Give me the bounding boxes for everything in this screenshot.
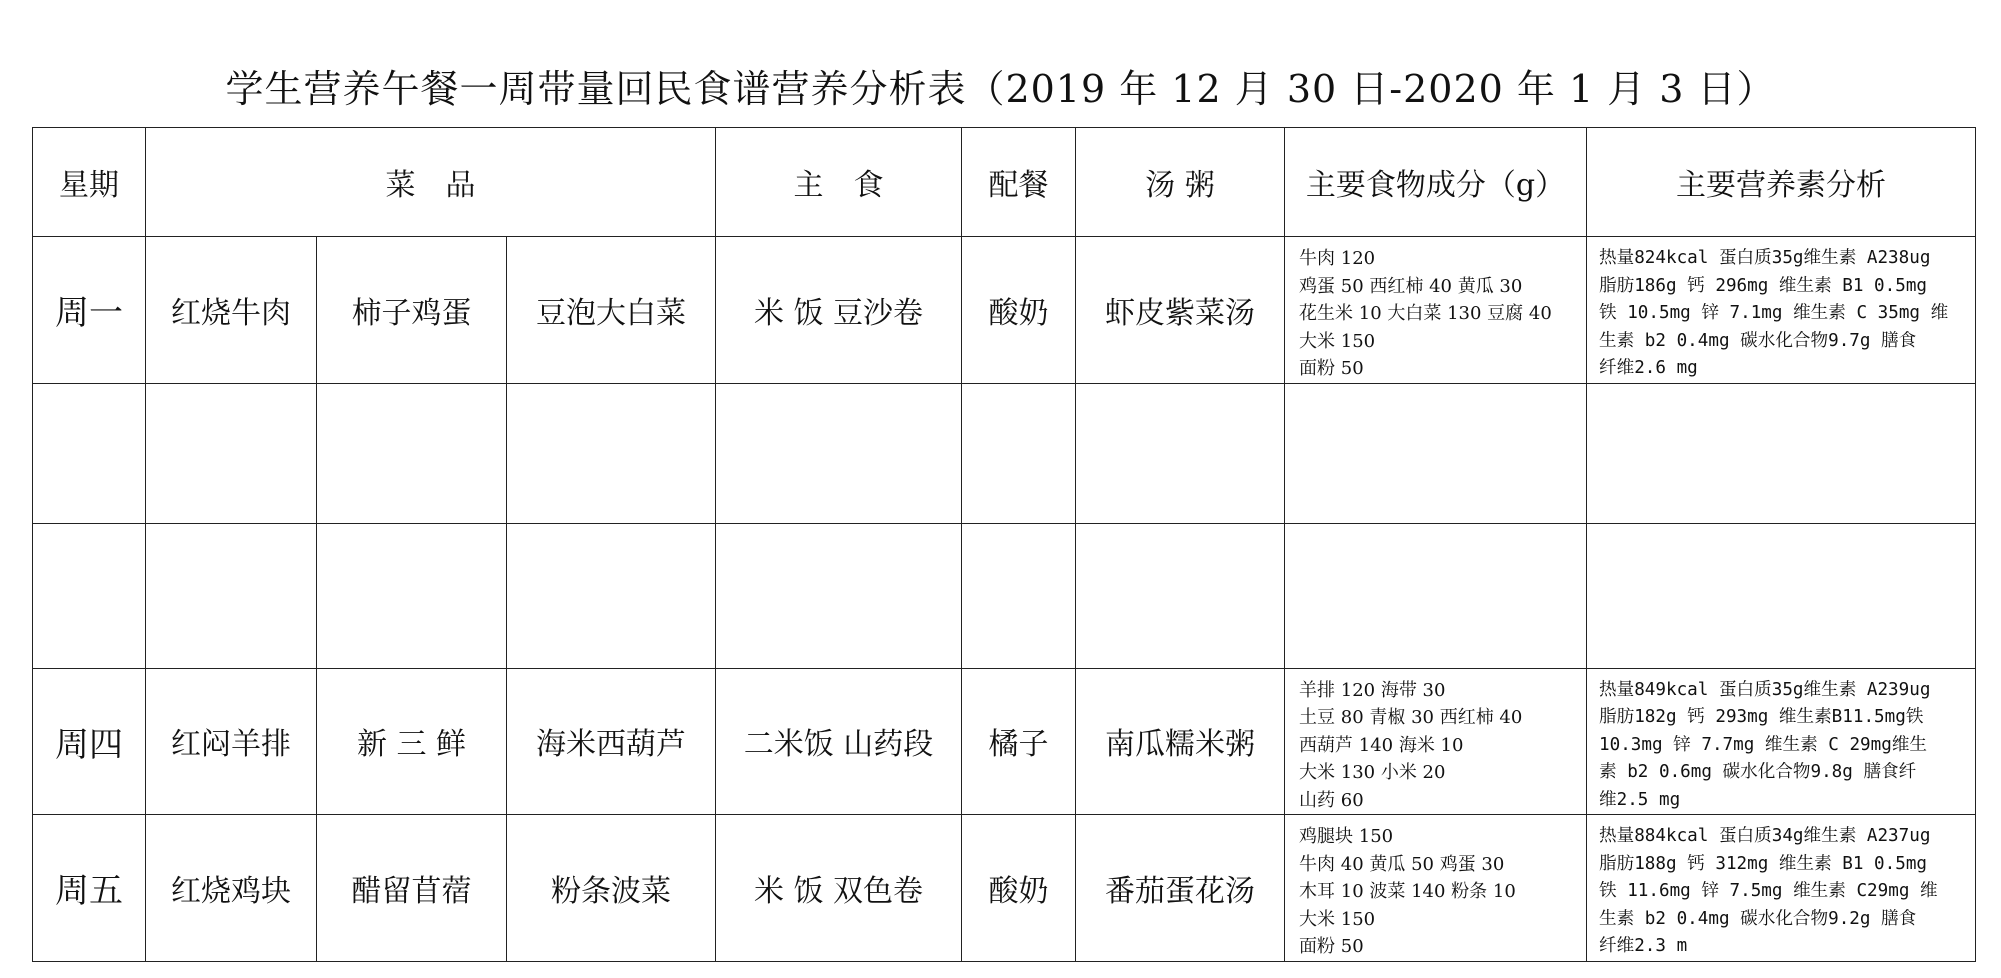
side-cell <box>962 523 1076 668</box>
day-cell <box>33 383 146 523</box>
side-cell <box>962 383 1076 523</box>
staple-cell: 米 饭 豆沙卷 <box>716 237 962 384</box>
dish-cell <box>146 523 317 668</box>
ingredients-cell <box>1285 383 1587 523</box>
dish-cell: 红闷羊排 <box>146 668 317 815</box>
header-nutrition: 主要营养素分析 <box>1587 128 1976 237</box>
header-dishes: 菜 品 <box>146 128 716 237</box>
dish-cell <box>507 523 716 668</box>
dish-cell: 醋留苜蓿 <box>317 815 507 962</box>
soup-cell <box>1076 523 1285 668</box>
page-title: 学生营养午餐一周带量回民食谱营养分析表（2019 年 12 月 30 日-2020 年 1 月 3 日） <box>225 67 1776 111</box>
dish-cell: 粉条波菜 <box>507 815 716 962</box>
nutrition-cell <box>1587 383 1976 523</box>
day-cell <box>33 523 146 668</box>
dish-cell <box>317 523 507 668</box>
dish-cell: 红烧鸡块 <box>146 815 317 962</box>
ingredients-cell <box>1285 523 1587 668</box>
header-row <box>33 128 1976 237</box>
dish-cell: 柿子鸡蛋 <box>317 237 507 384</box>
side-cell: 酸奶 <box>962 237 1076 384</box>
dish-cell: 红烧牛肉 <box>146 237 317 384</box>
nutrition-cell: 热量824kcal 蛋白质35g维生素 A238ug 脂肪186g 钙 296mg 维生素 B1 0.5mg 铁 10.5mg 锌 7.1mg 维生素 C 35mg 维 生素 b2 0.4mg 碳水化合物9.7g 膳食 纤维2.6 mg <box>1587 237 1976 384</box>
header-ingredients: 主要食物成分（g） <box>1285 128 1587 237</box>
ingredients-cell: 羊排 120 海带 30 土豆 80 青椒 30 西红柿 40 西葫芦 140 海米 10 大米 130 小米 20 山药 60 <box>1285 668 1587 815</box>
staple-cell <box>716 383 962 523</box>
header-side: 配餐 <box>962 128 1076 237</box>
dish-cell: 豆泡大白菜 <box>507 237 716 384</box>
staple-cell <box>716 523 962 668</box>
soup-cell: 虾皮紫菜汤 <box>1076 237 1285 384</box>
soup-cell: 南瓜糯米粥 <box>1076 668 1285 815</box>
nutrition-cell: 热量849kcal 蛋白质35g维生素 A239ug 脂肪182g 钙 293mg 维生素B11.5mg铁 10.3mg 锌 7.7mg 维生素 C 29mg维生 素 b2 0.6mg 碳水化合物9.8g 膳食纤 维2.5 mg <box>1587 668 1976 815</box>
dish-cell: 新 三 鲜 <box>317 668 507 815</box>
soup-cell <box>1076 383 1285 523</box>
ingredients-cell: 牛肉 120 鸡蛋 50 西红柿 40 黄瓜 30 花生米 10 大白菜 130 豆腐 40 大米 150 面粉 50 <box>1285 237 1587 384</box>
dish-cell <box>317 383 507 523</box>
day-cell: 周五 <box>33 815 146 962</box>
dish-cell: 海米西葫芦 <box>507 668 716 815</box>
dish-cell <box>146 383 317 523</box>
nutrition-table <box>32 127 1976 962</box>
dish-cell <box>507 383 716 523</box>
table-row <box>33 668 1976 815</box>
table-row <box>33 237 1976 384</box>
table-row <box>33 383 1976 523</box>
table-row <box>33 815 1976 962</box>
staple-cell: 米 饭 双色卷 <box>716 815 962 962</box>
nutrition-cell: 热量884kcal 蛋白质34g维生素 A237ug 脂肪188g 钙 312mg 维生素 B1 0.5mg 铁 11.6mg 锌 7.5mg 维生素 C29mg 维 生素 b2 0.4mg 碳水化合物9.2g 膳食 纤维2.3 m <box>1587 815 1976 962</box>
side-cell: 酸奶 <box>962 815 1076 962</box>
side-cell: 橘子 <box>962 668 1076 815</box>
header-soup: 汤 粥 <box>1076 128 1285 237</box>
table-row <box>33 523 1976 668</box>
ingredients-cell: 鸡腿块 150 牛肉 40 黄瓜 50 鸡蛋 30 木耳 10 波菜 140 粉条 10 大米 150 面粉 50 <box>1285 815 1587 962</box>
header-staple: 主 食 <box>716 128 962 237</box>
soup-cell: 番茄蛋花汤 <box>1076 815 1285 962</box>
staple-cell: 二米饭 山药段 <box>716 668 962 815</box>
day-cell: 周一 <box>33 237 146 384</box>
nutrition-cell <box>1587 523 1976 668</box>
header-day: 星期 <box>33 128 146 237</box>
day-cell: 周四 <box>33 668 146 815</box>
